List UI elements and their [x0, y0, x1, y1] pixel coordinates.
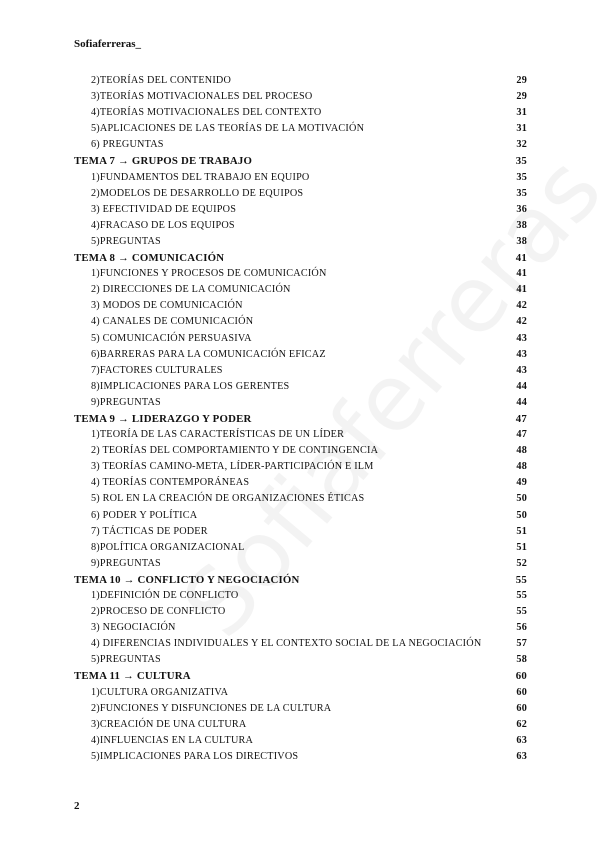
- toc-entry-page: 60: [516, 686, 527, 698]
- table-of-contents: [74, 73, 527, 765]
- toc-entry-page: 48: [516, 461, 527, 473]
- toc-entry[interactable]: [74, 121, 527, 137]
- toc-entry[interactable]: [74, 620, 527, 636]
- toc-entry[interactable]: [74, 540, 527, 556]
- toc-entry-page: 42: [516, 300, 527, 312]
- toc-entry-page: 36: [516, 203, 527, 215]
- toc-entry-page: 41: [516, 284, 527, 296]
- toc-entry-title: 5) COMUNICACIÓN PERSUASIVA: [91, 332, 252, 344]
- toc-entry-title: 4)TEORÍAS MOTIVACIONALES DEL CONTEXTO: [91, 107, 322, 119]
- toc-entry-title: 3) MODOS DE COMUNICACIÓN: [91, 300, 243, 312]
- toc-entry-page: 41: [515, 252, 527, 265]
- toc-entry[interactable]: [74, 749, 527, 765]
- toc-entry-page: 50: [516, 509, 527, 521]
- toc-entry-title: TEMA 11 → CULTURA: [74, 670, 191, 683]
- toc-entry-title: 1)FUNDAMENTOS DEL TRABAJO EN EQUIPO: [91, 171, 310, 183]
- toc-entry-title: TEMA 8 → COMUNICACIÓN: [74, 252, 225, 265]
- toc-entry-title: 4)INFLUENCIAS EN LA CULTURA: [91, 734, 254, 746]
- toc-entry[interactable]: [74, 443, 527, 459]
- toc-entry-page: 41: [516, 268, 527, 280]
- toc-entry-title: 7) TÁCTICAS DE PODER: [91, 525, 208, 537]
- toc-entry-title: 6) PODER Y POLÍTICA: [91, 509, 198, 521]
- toc-entry[interactable]: [74, 459, 527, 475]
- toc-entry-title: 5)PREGUNTAS: [91, 235, 161, 247]
- toc-entry-title: 5)PREGUNTAS: [91, 654, 161, 666]
- toc-entry-title: 6) PREGUNTAS: [91, 139, 164, 151]
- toc-entry-title: 8)IMPLICACIONES PARA LOS GERENTES: [91, 380, 290, 392]
- toc-entry-page: 57: [516, 638, 527, 650]
- toc-entry-title: TEMA 9 → LIDERAZGO Y PODER: [74, 412, 252, 425]
- toc-entry-page: 38: [516, 235, 527, 247]
- toc-entry-page: 58: [516, 654, 527, 666]
- toc-topic-entry[interactable]: [74, 153, 527, 169]
- toc-entry-page: 43: [516, 332, 527, 344]
- toc-entry-title: 5)APLICACIONES DE LAS TEORÍAS DE LA MOTIVACIÓN: [91, 123, 365, 135]
- toc-entry-page: 29: [516, 91, 527, 103]
- toc-entry[interactable]: [74, 556, 527, 572]
- toc-entry[interactable]: [74, 427, 527, 443]
- toc-entry[interactable]: [74, 685, 527, 701]
- toc-entry-page: 43: [516, 364, 527, 376]
- toc-entry-page: 60: [515, 670, 527, 683]
- toc-entry[interactable]: [74, 73, 527, 89]
- toc-entry[interactable]: [74, 636, 527, 652]
- toc-entry-title: 3) TEORÍAS CAMINO-META, LÍDER-PARTICIPACIÓN E ILM: [91, 461, 374, 473]
- toc-entry-page: 55: [515, 573, 527, 586]
- toc-entry-title: 1)DEFINICIÓN DE CONFLICTO: [91, 590, 239, 601]
- toc-entry-title: 1)FUNCIONES Y PROCESOS DE COMUNICACIÓN: [91, 268, 327, 280]
- toc-entry-title: 3)TEORÍAS MOTIVACIONALES DEL PROCESO: [91, 91, 313, 103]
- toc-entry[interactable]: [74, 314, 527, 330]
- toc-entry[interactable]: [74, 137, 527, 153]
- toc-entry[interactable]: [74, 202, 527, 218]
- toc-entry[interactable]: [74, 170, 527, 186]
- page-number: 2: [74, 800, 80, 812]
- toc-entry-page: 29: [516, 75, 527, 86]
- toc-entry[interactable]: [74, 604, 527, 620]
- toc-entry-title: 2)FUNCIONES Y DISFUNCIONES DE LA CULTURA: [91, 702, 332, 714]
- toc-entry-page: 49: [516, 477, 527, 489]
- toc-entry[interactable]: [74, 379, 527, 395]
- toc-entry-title: 3) EFECTIVIDAD DE EQUIPOS: [91, 203, 237, 215]
- toc-entry-title: 2) DIRECCIONES DE LA COMUNICACIÓN: [91, 284, 291, 296]
- page-header-author: Sofiaferreras_: [74, 38, 141, 50]
- toc-entry[interactable]: [74, 105, 527, 121]
- toc-entry[interactable]: [74, 508, 527, 524]
- toc-entry-page: 63: [516, 734, 527, 746]
- toc-entry-title: 1)TEORÍA DE LAS CARACTERÍSTICAS DE UN LÍDER: [91, 429, 345, 441]
- toc-entry-title: TEMA 10 → CONFLICTO Y NEGOCIACIÓN: [74, 573, 300, 586]
- toc-entry[interactable]: [74, 717, 527, 733]
- toc-entry[interactable]: [74, 282, 527, 298]
- toc-entry[interactable]: [74, 395, 527, 411]
- toc-entry[interactable]: [74, 524, 527, 540]
- toc-entry[interactable]: [74, 266, 527, 282]
- toc-entry-title: 9)PREGUNTAS: [91, 396, 161, 408]
- toc-entry-page: 51: [516, 525, 527, 537]
- toc-entry-title: 4) TEORÍAS CONTEMPORÁNEAS: [91, 477, 250, 489]
- toc-entry[interactable]: [74, 347, 527, 363]
- toc-entry-page: 31: [516, 123, 527, 135]
- toc-entry-title: 3)CREACIÓN DE UNA CULTURA: [91, 718, 247, 730]
- toc-entry-page: 55: [516, 606, 527, 618]
- toc-entry-page: 35: [516, 187, 527, 199]
- toc-entry-page: 47: [516, 429, 527, 441]
- toc-entry[interactable]: [74, 733, 527, 749]
- toc-entry-page: 43: [516, 348, 527, 360]
- toc-entry-title: 2) TEORÍAS DEL COMPORTAMIENTO Y DE CONTINGENCIA: [91, 445, 379, 457]
- toc-entry-title: 2)TEORÍAS DEL CONTENIDO: [91, 75, 232, 86]
- toc-entry-page: 56: [516, 622, 527, 634]
- toc-entry[interactable]: [74, 298, 527, 314]
- toc-entry[interactable]: [74, 218, 527, 234]
- toc-entry-title: 2)MODELOS DE DESARROLLO DE EQUIPOS: [91, 187, 304, 199]
- toc-entry-page: 44: [516, 396, 527, 408]
- toc-entry[interactable]: [74, 701, 527, 717]
- toc-entry-title: 6)BARRERAS PARA LA COMUNICACIÓN EFICAZ: [91, 348, 326, 360]
- toc-topic-entry[interactable]: [74, 668, 527, 684]
- toc-entry-title: 3) NEGOCIACIÓN: [91, 622, 176, 634]
- toc-entry-page: 35: [515, 155, 527, 168]
- toc-entry-title: 8)POLÍTICA ORGANIZACIONAL: [91, 541, 245, 553]
- toc-entry-title: 7)FACTORES CULTURALES: [91, 364, 223, 376]
- toc-entry-title: 2)PROCESO DE CONFLICTO: [91, 606, 226, 618]
- toc-entry-page: 50: [516, 493, 527, 505]
- toc-entry-page: 63: [516, 750, 527, 762]
- toc-entry-title: 4) DIFERENCIAS INDIVIDUALES Y EL CONTEXTO SOCIAL DE LA NEGOCIACIÓN: [91, 638, 482, 650]
- toc-entry-page: 44: [516, 380, 527, 392]
- toc-entry[interactable]: [74, 186, 527, 202]
- toc-entry[interactable]: [74, 234, 527, 250]
- toc-topic-entry[interactable]: [74, 411, 527, 427]
- toc-entry-page: 55: [516, 590, 527, 601]
- toc-topic-entry[interactable]: [74, 250, 527, 266]
- toc-entry[interactable]: [74, 89, 527, 105]
- toc-entry-page: 38: [516, 219, 527, 231]
- toc-entry-title: 5)IMPLICACIONES PARA LOS DIRECTIVOS: [91, 750, 299, 762]
- toc-entry[interactable]: [74, 363, 527, 379]
- toc-entry-title: 4)FRACASO DE LOS EQUIPOS: [91, 219, 235, 231]
- toc-topic-entry[interactable]: [74, 572, 527, 588]
- toc-entry-page: 35: [516, 171, 527, 183]
- toc-entry[interactable]: [74, 588, 527, 604]
- toc-entry[interactable]: [74, 491, 527, 507]
- toc-entry[interactable]: [74, 331, 527, 347]
- toc-entry[interactable]: [74, 652, 527, 668]
- toc-entry-page: 42: [516, 316, 527, 328]
- toc-entry-title: TEMA 7 → GRUPOS DE TRABAJO: [74, 155, 253, 168]
- toc-entry-title: 9)PREGUNTAS: [91, 557, 161, 569]
- toc-entry-page: 60: [516, 702, 527, 714]
- toc-entry-page: 48: [516, 445, 527, 457]
- toc-entry-page: 52: [516, 557, 527, 569]
- toc-entry[interactable]: [74, 475, 527, 491]
- toc-entry-title: 1)CULTURA ORGANIZATIVA: [91, 686, 229, 698]
- toc-entry-page: 62: [516, 718, 527, 730]
- toc-entry-title: 5) ROL EN LA CREACIÓN DE ORGANIZACIONES ÉTICAS: [91, 493, 365, 505]
- toc-entry-title: 4) CANALES DE COMUNICACIÓN: [91, 316, 254, 328]
- toc-entry-page: 51: [516, 541, 527, 553]
- toc-entry-page: 32: [516, 139, 527, 151]
- toc-entry-page: 47: [515, 412, 527, 425]
- toc-entry-page: 31: [516, 107, 527, 119]
